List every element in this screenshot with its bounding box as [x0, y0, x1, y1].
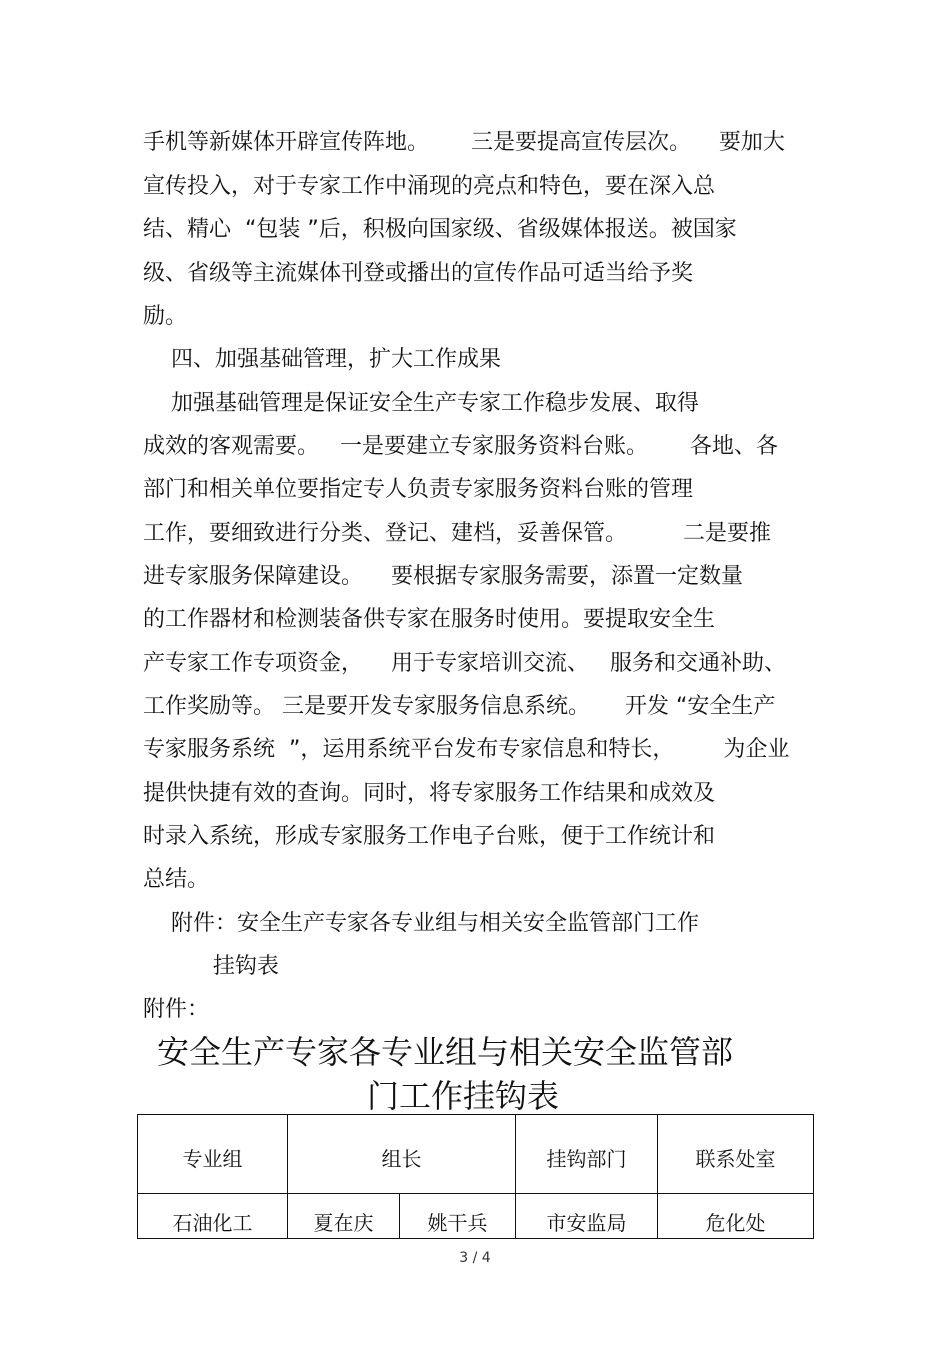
table-header-row [138, 1115, 814, 1194]
paragraph-line: 加强基础管理是保证安全生产专家工作稳步发展、取得 [143, 391, 699, 416]
paragraph-line: 进专家服务保障建设。 要根据专家服务需要，添置一定数量 [143, 564, 743, 589]
cell-leader: 姚干兵 [400, 1194, 516, 1239]
cell-office: 危化处 [658, 1194, 814, 1239]
attachment-label: 附件： [143, 997, 210, 1022]
header-group: 专业组 [138, 1115, 288, 1194]
section-heading: 四、加强基础管理，扩大工作成果 [143, 347, 501, 372]
paragraph-line: 产专家工作专项资金， 用于专家培训交流、 服务和交通补助、 [143, 651, 786, 676]
cell-group: 石油化工 [138, 1194, 288, 1239]
table-title: 门工作挂钩表 [367, 1077, 560, 1115]
paragraph-line: 宣传投入，对于专家工作中涌现的亮点和特色，要在深入总 [143, 174, 716, 199]
paragraph-line: 时录入系统，形成专家服务工作电子台账，便于工作统计和 [143, 824, 716, 849]
attachment-note: 附件：安全生产专家各专业组与相关安全监管部门工作 [143, 911, 699, 936]
paragraph-line: 级、省级等主流媒体刊登或播出的宣传作品可适当给予奖 [143, 261, 694, 286]
cell-leader: 夏在庆 [288, 1194, 400, 1239]
table-title: 安全生产专家各专业组与相关安全监管部 [157, 1033, 734, 1071]
paragraph-line: 部门和相关单位要指定专人负责专家服务资料台账的管理 [143, 477, 694, 502]
header-dept: 挂钩部门 [516, 1115, 658, 1194]
cell-dept: 市安监局 [516, 1194, 658, 1239]
hook-table [137, 1114, 814, 1239]
table-row [138, 1194, 814, 1239]
paragraph-line: 手机等新媒体开辟宣传阵地。 三是要提高宣传层次。 要加大 [143, 130, 785, 155]
paragraph-line: 结、精心 “包装 ”后，积极向国家级、省级媒体报送。被国家 [143, 217, 737, 242]
attachment-note: 挂钩表 [143, 954, 279, 979]
paragraph-line: 总结。 [143, 867, 210, 892]
page-number: 3 / 4 [459, 1250, 491, 1266]
paragraph-line: 的工作器材和检测装备供专家在服务时使用。要提取安全生 [143, 607, 716, 632]
paragraph-line: 提供快捷有效的查询。同时，将专家服务工作结果和成效及 [143, 781, 716, 806]
header-leader: 组长 [288, 1115, 516, 1194]
header-office: 联系处室 [658, 1115, 814, 1194]
paragraph-line: 励。 [143, 304, 188, 329]
paragraph-line: 成效的客观需要。 一是要建立专家服务资料台账。 各地、各 [143, 434, 778, 459]
paragraph-line: 专家服务系统 ”，运用系统平台发布专家信息和特长， 为企业 [143, 737, 790, 762]
paragraph-line: 工作，要细致进行分类、登记、建档，妥善保管。 二是要推 [143, 521, 771, 546]
paragraph-line: 工作奖励等。 三是要开发专家服务信息系统。 开发 “安全生产 [143, 694, 776, 719]
